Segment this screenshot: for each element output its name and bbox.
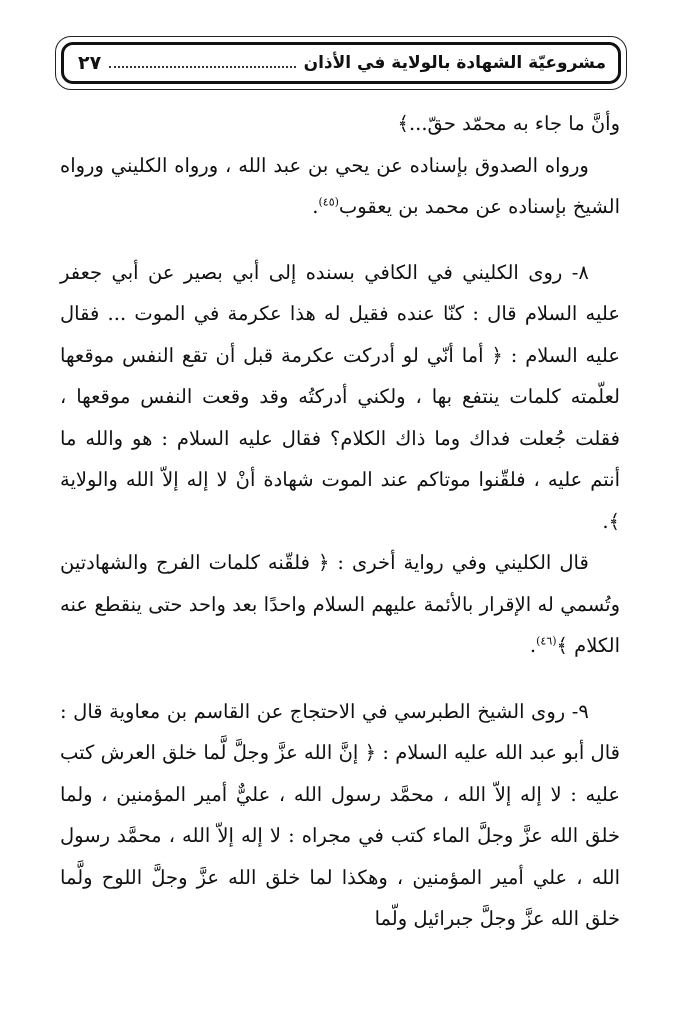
paragraph-5: ٩- روى الشيخ الطبرسي في الاحتجاج عن القاسم بن معاوية قال : قال أبو عبد الله عليه السلام : ﴿ إنَّ الله عزَّ وجلَّ لَّما خلق العرش كتب عليه : لا إله إلاّ الله ، محمَّد رسول الله ، عليٌّ أمير المؤمنين ، ولما خلق الله عزَّ وجلَّ الماء كتب في مجراه : لا إله إلاّ الله ، محمَّد رسول الله ، علي أمير المؤمنين ، وهكذا لما خلق الله عزَّ وجلَّ اللوح ولَّما خلق الله عزَّ وجلَّ جبرائيل ولّما [60,699,620,930]
footnote-ref-45: (٤٥) [318,195,339,209]
paragraph-gap [60,667,620,691]
paragraph-2-end: . [312,195,319,218]
paragraph-1: وأنَّ ما جاء به محمّد حقّ...﴾ [397,112,620,135]
paragraph-2-text: ورواه الصدوق بإسناده عن يحي بن عبد الله ، ورواه الكليني ورواه الشيخ بإسناده عن محمد بن يعقوب [60,153,620,218]
running-header [61,42,621,84]
paragraph-4-text: قال الكليني وفي رواية أخرى : ﴿ فلقّنه كلمات الفرج والشهادتين وتُسمي له الإقرار بالأئمة عليهم السلام واحدًا بعد واحد حتى ينقطع عنه الكلام ﴾ [60,551,620,657]
paragraph-4-end: . [529,634,537,657]
page-body [60,103,620,940]
paragraph-3: ٨- روى الكليني في الكافي بسنده إلى أبي بصير عن أبي جعفر عليه السلام قال : كنّا عنده فقيل له هذا عكرمة في الموت ... فقال عليه السلام : ﴿ أما أنّي لو أدركت عكرمة قبل أن تقع النفس موقعها لعلّمته كلمات ينتفع بها ، ولكني أدركتُه وقد وقعت النفس موقعها ، فقلت جُعلت فداك وما ذاك الكلام؟ فقال عليه السلام : هو والله ما أنتم عليه ، فلقّنوا موتاكم عند الموت شهادة أنْ لا إله إلاّ الله والولاية ﴾. [60,260,620,533]
footnote-ref-46: (٤٦) [536,634,557,648]
page-number: ٢٧ [78,52,102,74]
paragraph-2 [60,145,620,228]
paragraph-gap [60,228,620,252]
header-dot-leader [109,58,295,68]
header-title: مشروعيّة الشهادة بالولاية في الأذان [303,53,606,73]
paragraph-4 [60,542,620,667]
